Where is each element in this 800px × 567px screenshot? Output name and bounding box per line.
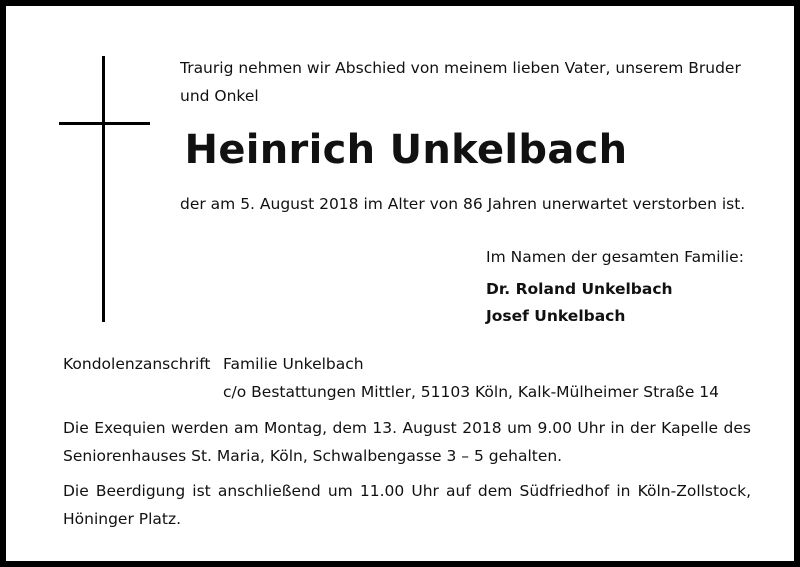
condolence-label: Kondolenzanschrift bbox=[63, 355, 211, 373]
signer-name: Josef Unkelbach bbox=[486, 307, 626, 325]
cross-vertical-bar bbox=[102, 56, 105, 322]
intro-text bbox=[180, 54, 741, 110]
burial-paragraph: Die Beerdigung ist anschließend um 11.00 Uhr auf dem Südfriedhof in Köln-Zollstock, Höninger Platz. bbox=[63, 482, 751, 528]
family-intro: Im Namen der gesamten Familie: bbox=[486, 248, 744, 266]
intro-line-2: und Onkel bbox=[180, 87, 259, 105]
death-statement: der am 5. August 2018 im Alter von 86 Jahren unerwartet verstorben ist. bbox=[180, 195, 746, 213]
deceased-name: Heinrich Unkelbach bbox=[184, 127, 628, 173]
intro-line-1: Traurig nehmen wir Abschied von meinem lieben Vater, unserem Bruder bbox=[180, 59, 741, 77]
exequien-paragraph: Die Exequien werden am Montag, dem 13. August 2018 um 9.00 Uhr in der Kapelle des Seniorenhauses St. Maria, Köln, Schwalbengasse 3 – 5 gehalten. bbox=[63, 419, 751, 465]
condolence-name: Familie Unkelbach bbox=[223, 355, 364, 373]
signer-name: Dr. Roland Unkelbach bbox=[486, 280, 673, 298]
condolence-address: c/o Bestattungen Mittler, 51103 Köln, Kalk-Mülheimer Straße 14 bbox=[223, 383, 720, 401]
